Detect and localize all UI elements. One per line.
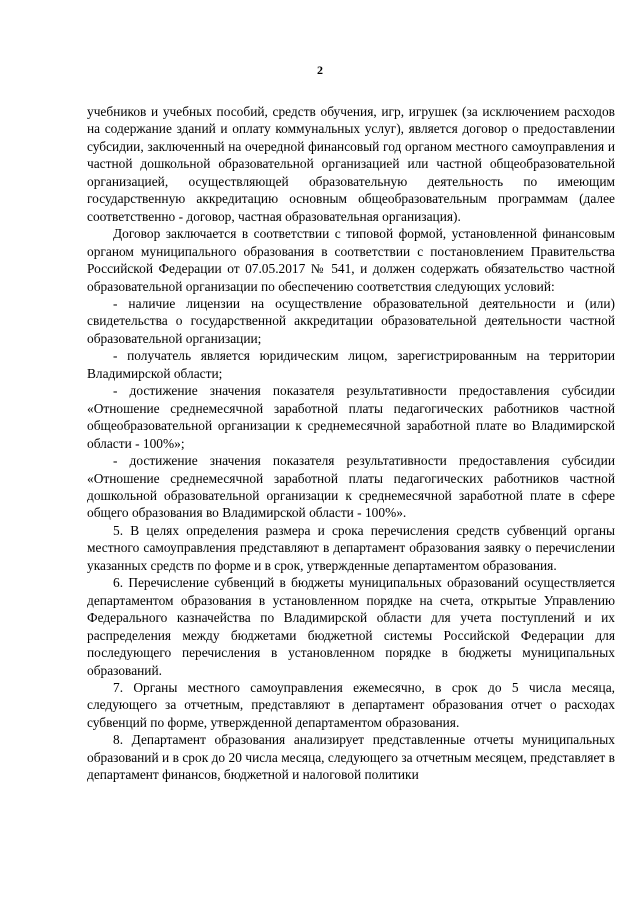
paragraph-continuation: учебников и учебных пособий, средств обучения, игр, игрушек (за исключением расходов на содержание зданий и оплату коммунальных услуг), является договор о предоставлении субсидии, заключенный на очередной финансовый год органом местного самоуправления и частной дошкольной образовательной организацией или частной общеобразовательной организацией, осуществляющей образовательную деятельность по имеющим государственную аккредитацию основным общеобразовательным программам (далее соответственно - договор, частная образовательная организация).	[87, 104, 615, 224]
page-number: 2	[317, 63, 323, 77]
list-item-legal-entity: - получатель является юридическим лицом, зарегистрированным на территории Владимирской области;	[87, 348, 615, 381]
paragraph-item-5: 5. В целях определения размера и срока перечисления средств субвенций органы местного самоуправления представляют в департамент образования заявку о перечислении указанных средств по форме и в срок, утвержденные департаментом образования.	[87, 522, 615, 573]
list-item-license: - наличие лицензии на осуществление образовательной деятельности и (или) свидетельства о государственной аккредитации образовательной деятельности частной образовательной организации;	[87, 295, 615, 346]
list-item-indicator-preschool: - достижение значения показателя результативности предоставления субсидии «Отношение среднемесячной заработной платы педагогических работников частной дошкольной образовательной организации к среднемесячной заработной плате в сфере общего образования во Владимирской области - 100%».	[87, 453, 615, 521]
paragraph-item-6: 6. Перечисление субвенций в бюджеты муниципальных образований осуществляется департаментом образования в установленном порядке на счета, открытые Управлению Федерального казначейства по Владимирской области для учета поступлений и их распределения между бюджетами бюджетной системы Российской Федерации для последующего перечисления в установленном порядке в бюджеты муниципальных образований.	[87, 575, 615, 678]
paragraph-item-8: 8. Департамент образования анализирует представленные отчеты муниципальных образований и в срок до 20 числа месяца, следующего за отчетным месяцем, представляет в департамент финансов, бюджетной и налоговой политики	[87, 732, 615, 783]
document-body	[87, 103, 615, 784]
list-item-indicator-general: - достижение значения показателя результативности предоставления субсидии «Отношение среднемесячной заработной платы педагогических работников частной общеобразовательной организации к среднемесячной заработной плате во Владимирской области - 100%»;	[87, 383, 615, 451]
paragraph-item-7: 7. Органы местного самоуправления ежемесячно, в срок до 5 числа месяца, следующего за отчетным, представляют в департамент образования отчет о расходах субвенций по форме, утвержденной департаментом образования.	[87, 679, 615, 730]
paragraph-contract-terms: Договор заключается в соответствии с типовой формой, установленной финансовым органом муниципального образования в соответствии с постановлением Правительства Российской Федерации от 07.05.2017 № 541, и должен содержать обязательство частной образовательной организации по обеспечению соответствия следующих условий:	[87, 226, 615, 294]
